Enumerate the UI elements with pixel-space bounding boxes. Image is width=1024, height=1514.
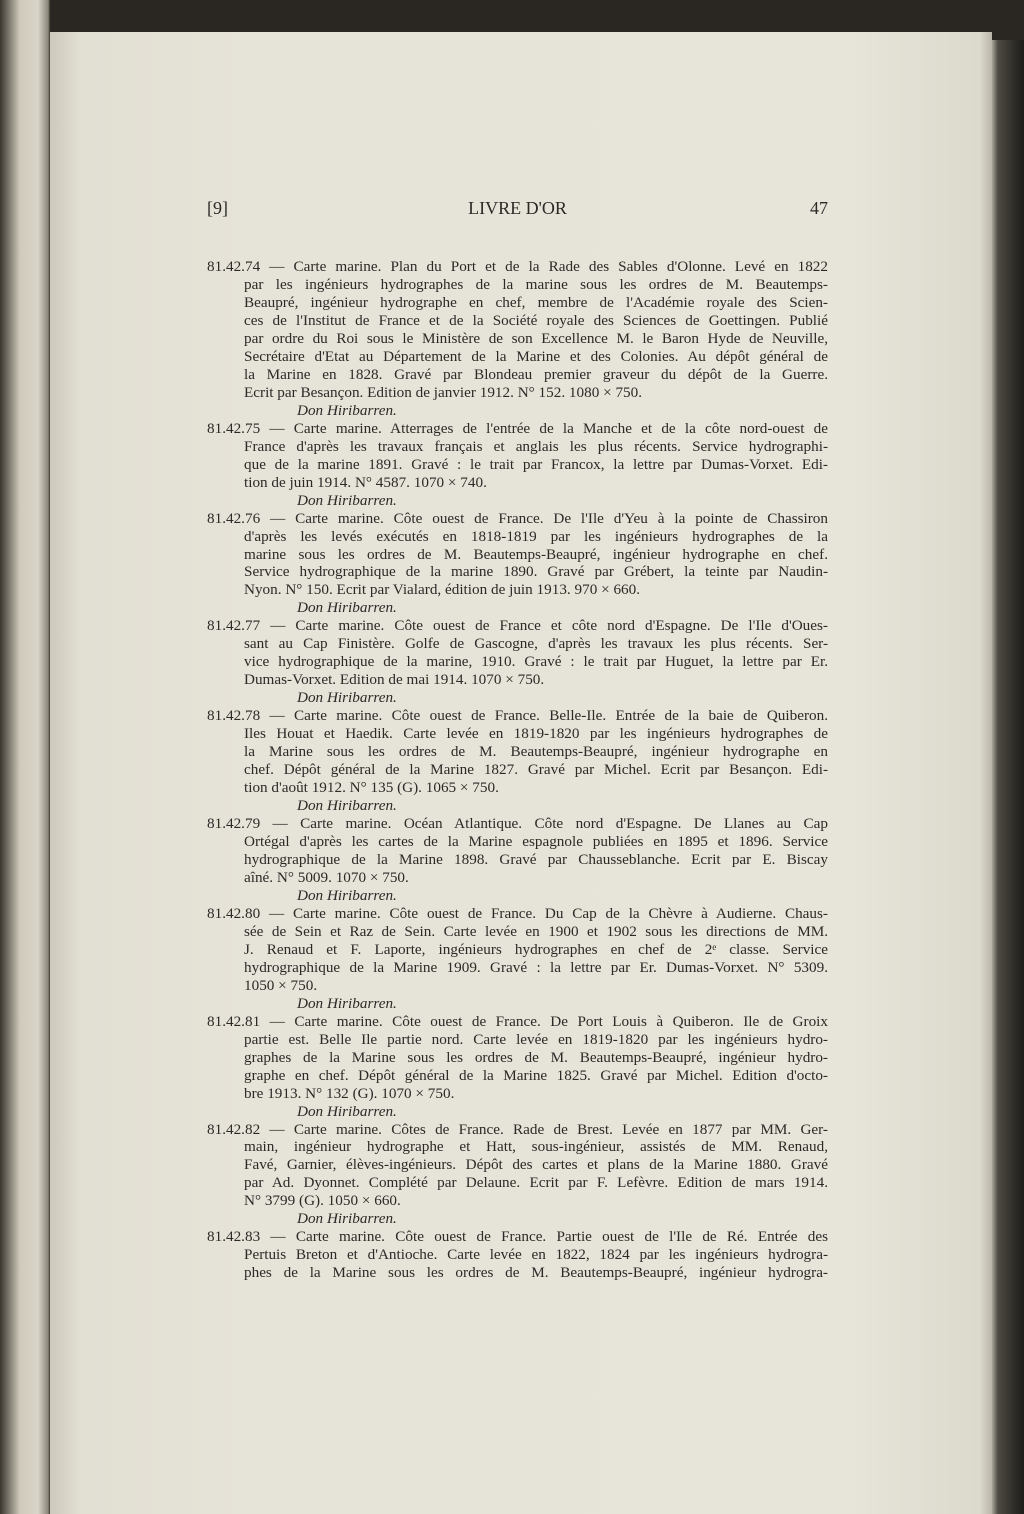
entry-line: hydrographique de la Marine 1909. Gravé : la lettre par Er. Dumas-Vorxet. N° 5309. <box>244 958 828 976</box>
entry-line: aîné. N° 5009. 1070 × 750. <box>244 868 409 886</box>
donor-credit: Don Hiribarren. <box>297 886 397 904</box>
entry-line: tion d'août 1912. N° 135 (G). 1065 × 750. <box>244 779 499 797</box>
entry-line: Iles Houat et Haedik. Carte levée en 1819-1820 par les ingénieurs hydrographes de <box>244 725 828 743</box>
entry-line: 1050 × 750. <box>244 976 318 994</box>
entry-line: partie est. Belle Ile partie nord. Carte levée en 1819-1820 par les ingénieurs hydro- <box>244 1030 828 1048</box>
entry-first-line: 81.42.77 — Carte marine. Côte ouest de France et côte nord d'Espagne. De l'Ile d'Oues- <box>207 617 828 635</box>
donor-credit: Don Hiribarren. <box>297 401 397 419</box>
entry-first-line: 81.42.75 — Carte marine. Atterrages de l'entrée de la Manche et de la côte nord-ouest de <box>207 419 828 437</box>
entry-line: graphe en chef. Dépôt général de la Marine 1825. Gravé par Michel. Edition d'octo- <box>244 1066 828 1084</box>
donor-credit: Don Hiribarren. <box>297 491 397 509</box>
catalogue-entry <box>207 905 828 1013</box>
donor-credit: Don Hiribarren. <box>297 599 397 617</box>
catalogue-entry <box>207 1013 828 1121</box>
entry-first-line: 81.42.81 — Carte marine. Côte ouest de France. De Port Louis à Quiberon. Ile de Groix <box>207 1012 828 1030</box>
entry-line: chef. Dépôt général de la Marine 1827. Gravé par Michel. Ecrit par Besançon. Edi- <box>244 761 828 779</box>
entry-line: la Marine sous les ordres de M. Beautemps-Beaupré, ingénieur hydrographe en <box>244 743 828 761</box>
entry-line: J. Renaud et F. Laporte, ingénieurs hydrographes en chef de 2ᵉ classe. Service <box>244 940 828 958</box>
entry-first-line: 81.42.76 — Carte marine. Côte ouest de France. De l'Ile d'Yeu à la pointe de Chassiron <box>207 509 828 527</box>
entry-line: sant au Cap Finistère. Golfe de Gascogne, d'après les travaux les plus récents. Ser- <box>244 635 828 653</box>
running-title: LIVRE D'OR <box>468 198 567 218</box>
catalogue-entry <box>207 1121 828 1229</box>
running-header <box>207 198 828 222</box>
donor-credit: Don Hiribarren. <box>297 994 397 1012</box>
entry-first-line: 81.42.74 — Carte marine. Plan du Port et de la Rade des Sables d'Olonne. Levé en 1822 <box>207 258 828 275</box>
entry-line: tion de juin 1914. N° 4587. 1070 × 740. <box>244 473 487 491</box>
entry-first-line: 81.42.80 — Carte marine. Côte ouest de France. Du Cap de la Chèvre à Audierne. Chaus- <box>207 904 828 922</box>
entry-line: marine sous les ordres de M. Beautemps-Beaupré, ingénieur hydrographe en chef. <box>244 545 828 563</box>
entry-line: Ortégal d'après les cartes de la Marine espagnole publiées en 1895 et 1896. Service <box>244 833 828 850</box>
entry-line: hydrographique de la Marine 1898. Gravé par Chausseblanche. Ecrit par E. Biscay <box>244 850 828 868</box>
entry-line: la Marine en 1828. Gravé par Blondeau premier graveur du dépôt de la Guerre. <box>244 365 828 383</box>
entry-line: Pertuis Breton et d'Antioche. Carte levée en 1822, 1824 par les ingénieurs hydrogra- <box>244 1246 828 1264</box>
entry-line: que de la marine 1891. Gravé : le trait par Francox, la lettre par Dumas-Vorxet. Edi- <box>244 455 828 473</box>
entry-first-line: 81.42.78 — Carte marine. Côte ouest de France. Belle-Ile. Entrée de la baie de Quiberon. <box>207 707 828 725</box>
catalogue-entries <box>207 258 828 1282</box>
entry-line: graphes de la Marine sous les ordres de M. Beautemps-Beaupré, ingénieur hydro- <box>244 1048 828 1066</box>
catalogue-entry <box>207 510 828 618</box>
entry-line: par les ingénieurs hydrographes de la marine sous les ordres de M. Beautemps- <box>244 275 828 293</box>
catalogue-entry <box>207 420 828 510</box>
entry-line: N° 3799 (G). 1050 × 660. <box>244 1192 401 1210</box>
catalogue-entry <box>207 1228 828 1282</box>
entry-first-line: 81.42.83 — Carte marine. Côte ouest de France. Partie ouest de l'Ile de Ré. Entrée des <box>207 1228 828 1246</box>
facing-page-edge <box>0 0 50 1514</box>
entry-line: Dumas-Vorxet. Edition de mai 1914. 1070 × 750. <box>244 671 545 689</box>
page-number: 47 <box>810 198 828 218</box>
entry-line: Secrétaire d'Etat au Département de la Marine et des Colonies. Au dépôt général de <box>244 347 828 365</box>
entry-line: par ordre du Roi sous le Ministère de son Excellence M. le Baron Hyde de Neuville, <box>244 329 828 347</box>
entry-line: Nyon. N° 150. Ecrit par Vialard, édition de juin 1913. 970 × 660. <box>244 581 641 599</box>
entry-line: vice hydrographique de la marine, 1910. Gravé : le trait par Huguet, la lettre par Er. <box>244 653 828 671</box>
entry-line: bre 1913. N° 132 (G). 1070 × 750. <box>244 1084 455 1102</box>
donor-credit: Don Hiribarren. <box>297 1102 397 1120</box>
entry-line: ces de l'Institut de France et de la Société royale des Sciences de Goettingen. Publié <box>244 311 828 329</box>
entry-line: d'après les levés exécutés en 1818-1819 par les ingénieurs hydrographes de la <box>244 527 828 545</box>
entry-line: main, ingénieur hydrographe et Hatt, sous-ingénieur, assistés de MM. Renaud, <box>244 1138 828 1156</box>
entry-line: Favé, Garnier, élèves-ingénieurs. Dépôt des cartes et plans de la Marine 1880. Gravé <box>244 1156 828 1174</box>
catalogue-entry <box>207 258 828 420</box>
page-binding-edge <box>992 40 1024 1514</box>
entry-line: sée de Sein et Raz de Sein. Carte levée en 1900 et 1902 sous les directions de MM. <box>244 922 828 940</box>
donor-credit: Don Hiribarren. <box>297 1210 397 1228</box>
entry-first-line: 81.42.79 — Carte marine. Océan Atlantique. Côte nord d'Espagne. De Llanes au Cap <box>207 815 828 833</box>
entry-line: Beaupré, ingénieur hydrographe en chef, membre de l'Académie royale des Scien- <box>244 293 828 311</box>
donor-credit: Don Hiribarren. <box>297 689 397 707</box>
entry-line: France d'après les travaux français et anglais les plus récents. Service hydrographi- <box>244 437 828 455</box>
entry-line: par Ad. Dyonnet. Complété par Delaune. Ecrit par F. Lefèvre. Edition de mars 1914. <box>244 1174 828 1192</box>
catalogue-entry <box>207 815 828 905</box>
catalogue-entry <box>207 617 828 707</box>
donor-credit: Don Hiribarren. <box>297 797 397 815</box>
entry-line: Service hydrographique de la marine 1890. Gravé par Grébert, la teinte par Naudin- <box>244 563 828 581</box>
catalogue-entry <box>207 707 828 815</box>
entry-line: phes de la Marine sous les ordres de M. Beautemps-Beaupré, ingénieur hydrogra- <box>244 1264 828 1282</box>
section-number: [9] <box>207 198 228 218</box>
entry-line: Ecrit par Besançon. Edition de janvier 1912. N° 152. 1080 × 750. <box>244 383 643 401</box>
entry-first-line: 81.42.82 — Carte marine. Côtes de France. Rade de Brest. Levée en 1877 par MM. Ger- <box>207 1120 828 1138</box>
